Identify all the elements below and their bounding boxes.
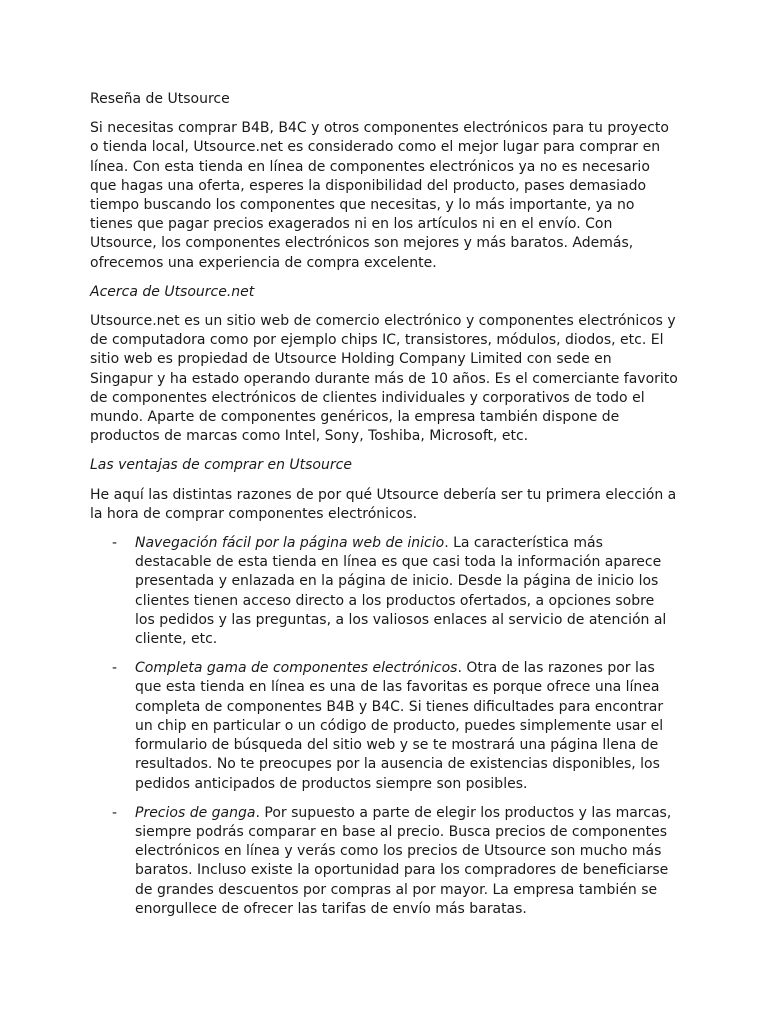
bullet-dash: - [112,660,118,677]
list-item [90,534,678,649]
list-item [90,804,678,919]
bullet-dash: - [112,804,118,821]
list-item-lead: Navegación fácil por la página web de inicio [135,535,445,552]
advantages-list [90,534,678,919]
advantages-intro: He aquí las distintas razones de por qué Utsource debería ser tu primera elección a la hora de comprar componentes electrónicos. [90,486,677,522]
about-paragraph: Utsource.net es un sitio web de comercio electrónico y componentes electrónicos y de computadora como por ejemplo chips IC, transistores, módulos, diodos, etc. El sitio web es propiedad de Utsource Holding Company Limited con sede en Singapur y ha estado operando durante más de 10 años. Es el comerciante favorito de componentes electrónicos de clientes individuales y corporativos de todo el mundo. Aparte de componentes genéricos, la empresa también dispone de productos de marcas como Intel, Sony, Toshiba, Microsoft, etc. [90,313,678,445]
review-paragraph: Si necesitas comprar B4B, B4C y otros componentes electrónicos para tu proyecto o tienda local, Utsource.net es considerado como el mejor lugar para comprar en línea. Con esta tienda en línea de componentes electrónicos ya no es necesario que hagas una oferta, esperes la disponibilidad del producto, pases demasiado tiempo buscando los componentes que necesitas, y lo más importante, ya no tienes que pagar precios exagerados ni en los artículos ni en el envío. Con Utsource, los componentes electrónicos son mejores y más baratos. Además, ofrecemos una experiencia de compra excelente. [90,120,669,271]
list-item-text: . Otra de las razones por las que esta tienda en línea es una de las favoritas es porque ofrece una línea completa de componentes B4B y B4C. Si tienes dificultades para encontrar un chip en particular o un código de producto, puedes simplemente usar el formulario de búsqueda del sitio web y se te mostrará una página llena de resultados. No te preocupes por la ausencia de existencias disponibles, los pedidos anticipados de productos siempre son posibles. [135,660,664,792]
list-item-text: . La característica más destacable de esta tienda en línea es que casi toda la información aparece presentada y enlazada en la página de inicio. Desde la página de inicio los clientes tienen acceso directo a los productos ofertados, a opciones sobre los pedidos y las preguntas, a los valiosos enlaces al servicio de atención al cliente, etc. [135,535,667,648]
list-item [90,659,678,793]
review-heading: Reseña de Utsource [90,91,230,107]
list-item-text: . Por supuesto a parte de elegir los productos y las marcas, siempre podrás comparar en base al precio. Busca precios de componentes electrónicos en línea y verás como los precios de Utsource son mucho más baratos. Incluso existe la oportunidad para los compradores de beneficiarse de grandes descuentos por compras al por mayor. La empresa también se enorgullece de ofrecer las tarifas de envío más baratas. [135,804,672,917]
about-heading: Acerca de Utsource.net [90,283,255,300]
list-item-lead: Precios de ganga [135,804,256,821]
list-item-lead: Completa gama de componentes electrónicos [135,660,458,677]
bullet-dash: - [112,535,118,552]
advantages-heading: Las ventajas de comprar en Utsource [90,457,352,474]
